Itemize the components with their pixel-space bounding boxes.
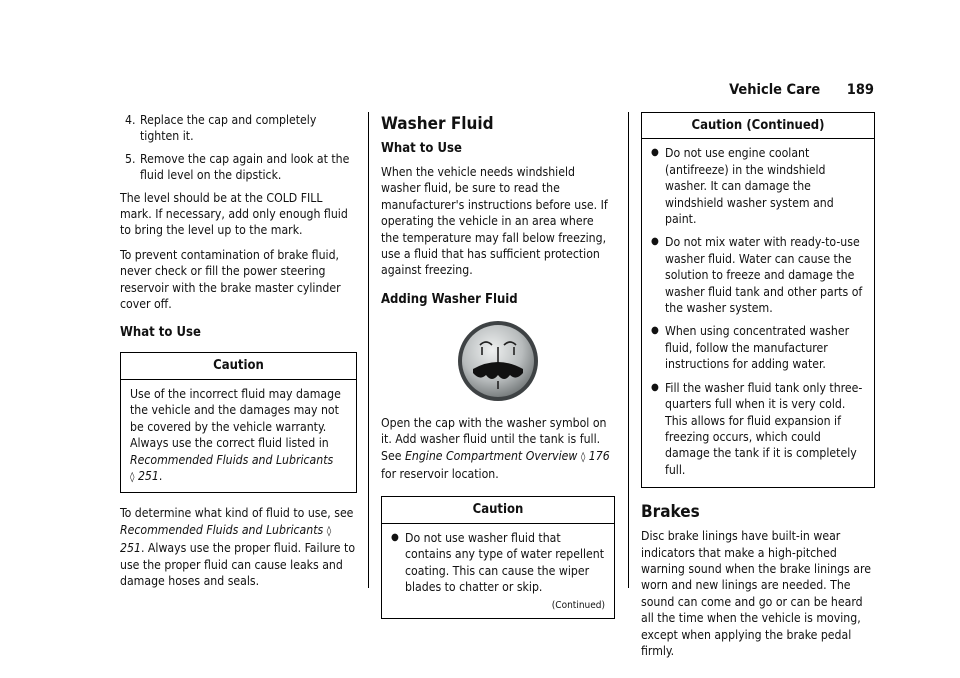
list-item bbox=[651, 145, 865, 227]
caution-list bbox=[651, 145, 865, 478]
text: for reservoir location. bbox=[381, 467, 499, 482]
step-4 bbox=[120, 112, 357, 145]
caution-box bbox=[381, 496, 615, 618]
paragraph bbox=[120, 505, 357, 589]
paragraph: When the vehicle needs windshield washer fluid, be sure to read the manufacturer's instructions before use. If operating the vehicle in an area where the temperature may fall below freezing, use a fluid that has sufficient protection against freezing. bbox=[381, 165, 608, 278]
list-item bbox=[651, 380, 865, 478]
page-link[interactable]: 176 bbox=[588, 448, 610, 463]
bullet-text: Fill the washer fluid tank only three-quarters full when it is very cold. This allows for fluid expansion if freezing occurs, which could damage the tank if it is completely full. bbox=[665, 380, 863, 477]
section-title: Brakes bbox=[641, 502, 700, 523]
bullet-text: Do not use washer fluid that contains any type of water repellent coating. This can cause the wiper blades to chatter or skip. bbox=[405, 530, 605, 595]
list-item bbox=[391, 530, 605, 596]
caution-body bbox=[382, 524, 614, 618]
list-item bbox=[651, 323, 865, 372]
step-text: Replace the cap and completely tighten it. bbox=[140, 113, 317, 144]
caution-title: Caution bbox=[382, 497, 614, 523]
caution-box-continued bbox=[641, 112, 875, 488]
step-5 bbox=[120, 151, 357, 184]
list-item bbox=[651, 234, 865, 316]
caution-reference-link[interactable]: Recommended Fluids and Lubricants bbox=[130, 452, 334, 467]
bullet-icon: ● bbox=[651, 381, 659, 393]
section-title: Vehicle Care bbox=[729, 82, 821, 98]
caution-title: Caution (Continued) bbox=[642, 113, 874, 139]
column-3 bbox=[641, 112, 875, 667]
caution-body bbox=[121, 380, 356, 492]
bullet-icon: ● bbox=[391, 531, 399, 543]
text: . Always use the proper fluid. Failure to use the proper fluid can cause leaks and damage hoses and seals. bbox=[120, 541, 356, 588]
period: . bbox=[158, 468, 163, 483]
bullet-text: When using concentrated washer fluid, follow the manufacturer instructions for adding water. bbox=[665, 324, 850, 372]
page-ref-arrow-icon: ◊ bbox=[130, 471, 135, 483]
paragraph: The level should be at the COLD FILL mark. If necessary, add only enough fluid to bring the level up to the mark. bbox=[120, 190, 348, 238]
page-link[interactable]: 251 bbox=[120, 541, 141, 556]
text: Open the cap with the washer symbol on it. Add washer fluid until the tank is full. See bbox=[381, 415, 607, 463]
paragraph: Disc brake linings have built-in wear indicators that make a high-pitched warning sound when the brake linings are worn and new linings are needed. The sound can come and go or can be heard all the time when the vehicle is moving, except when applying the brake pedal firmly. bbox=[641, 529, 871, 658]
column-1 bbox=[120, 112, 357, 597]
section-heading: What to Use bbox=[381, 141, 462, 156]
section-title: Washer Fluid bbox=[381, 114, 494, 134]
caution-page-link[interactable]: 251 bbox=[137, 468, 159, 483]
section-heading: Adding Washer Fluid bbox=[381, 291, 518, 307]
bullet-icon: ● bbox=[651, 325, 659, 337]
paragraph bbox=[381, 415, 615, 483]
bullet-text: Do not mix water with ready-to-use washer fluid. Water can cause the solution to freeze and damage the washer fluid tank and other parts of the washer system. bbox=[665, 235, 863, 316]
paragraph: To prevent contamination of brake fluid, never check or fill the power steering reservoir with the brake master cylinder cover off. bbox=[120, 247, 341, 312]
section-heading: What to Use bbox=[120, 325, 201, 341]
caution-box bbox=[120, 352, 357, 493]
page-ref-arrow-icon: ◊ bbox=[580, 451, 586, 463]
column-divider bbox=[628, 112, 629, 588]
caution-text: Use of the incorrect fluid may damage the vehicle and the damages may not be covered by the vehicle warranty. Always use the correct fluid listed in bbox=[130, 386, 341, 451]
text: To determine what kind of fluid to use, see bbox=[120, 506, 354, 521]
page-ref-arrow-icon: ◊ bbox=[326, 525, 332, 537]
caution-list bbox=[391, 530, 605, 596]
washer-symbol-container bbox=[381, 319, 615, 403]
step-number: 5. bbox=[125, 151, 136, 166]
caution-title: Caution bbox=[121, 353, 356, 379]
page-header bbox=[729, 82, 874, 98]
bullet-icon: ● bbox=[651, 147, 659, 159]
column-2 bbox=[381, 112, 615, 619]
bullet-text: Do not use engine coolant (antifreeze) in the windshield washer. It can damage the windshield washer system and paint. bbox=[665, 146, 834, 227]
column-divider bbox=[368, 112, 369, 588]
step-number: 4. bbox=[125, 113, 136, 127]
step-text: Remove the cap again and look at the fluid level on the dipstick. bbox=[140, 151, 350, 183]
caution-body bbox=[642, 139, 874, 487]
continued-label: (Continued) bbox=[551, 599, 605, 611]
reference-link[interactable]: Recommended Fluids and Lubricants bbox=[120, 522, 324, 537]
washer-fluid-symbol-icon bbox=[456, 319, 540, 403]
page-number: 189 bbox=[846, 82, 874, 98]
bullet-icon: ● bbox=[651, 236, 659, 248]
reference-link[interactable]: Engine Compartment Overview bbox=[404, 448, 578, 463]
